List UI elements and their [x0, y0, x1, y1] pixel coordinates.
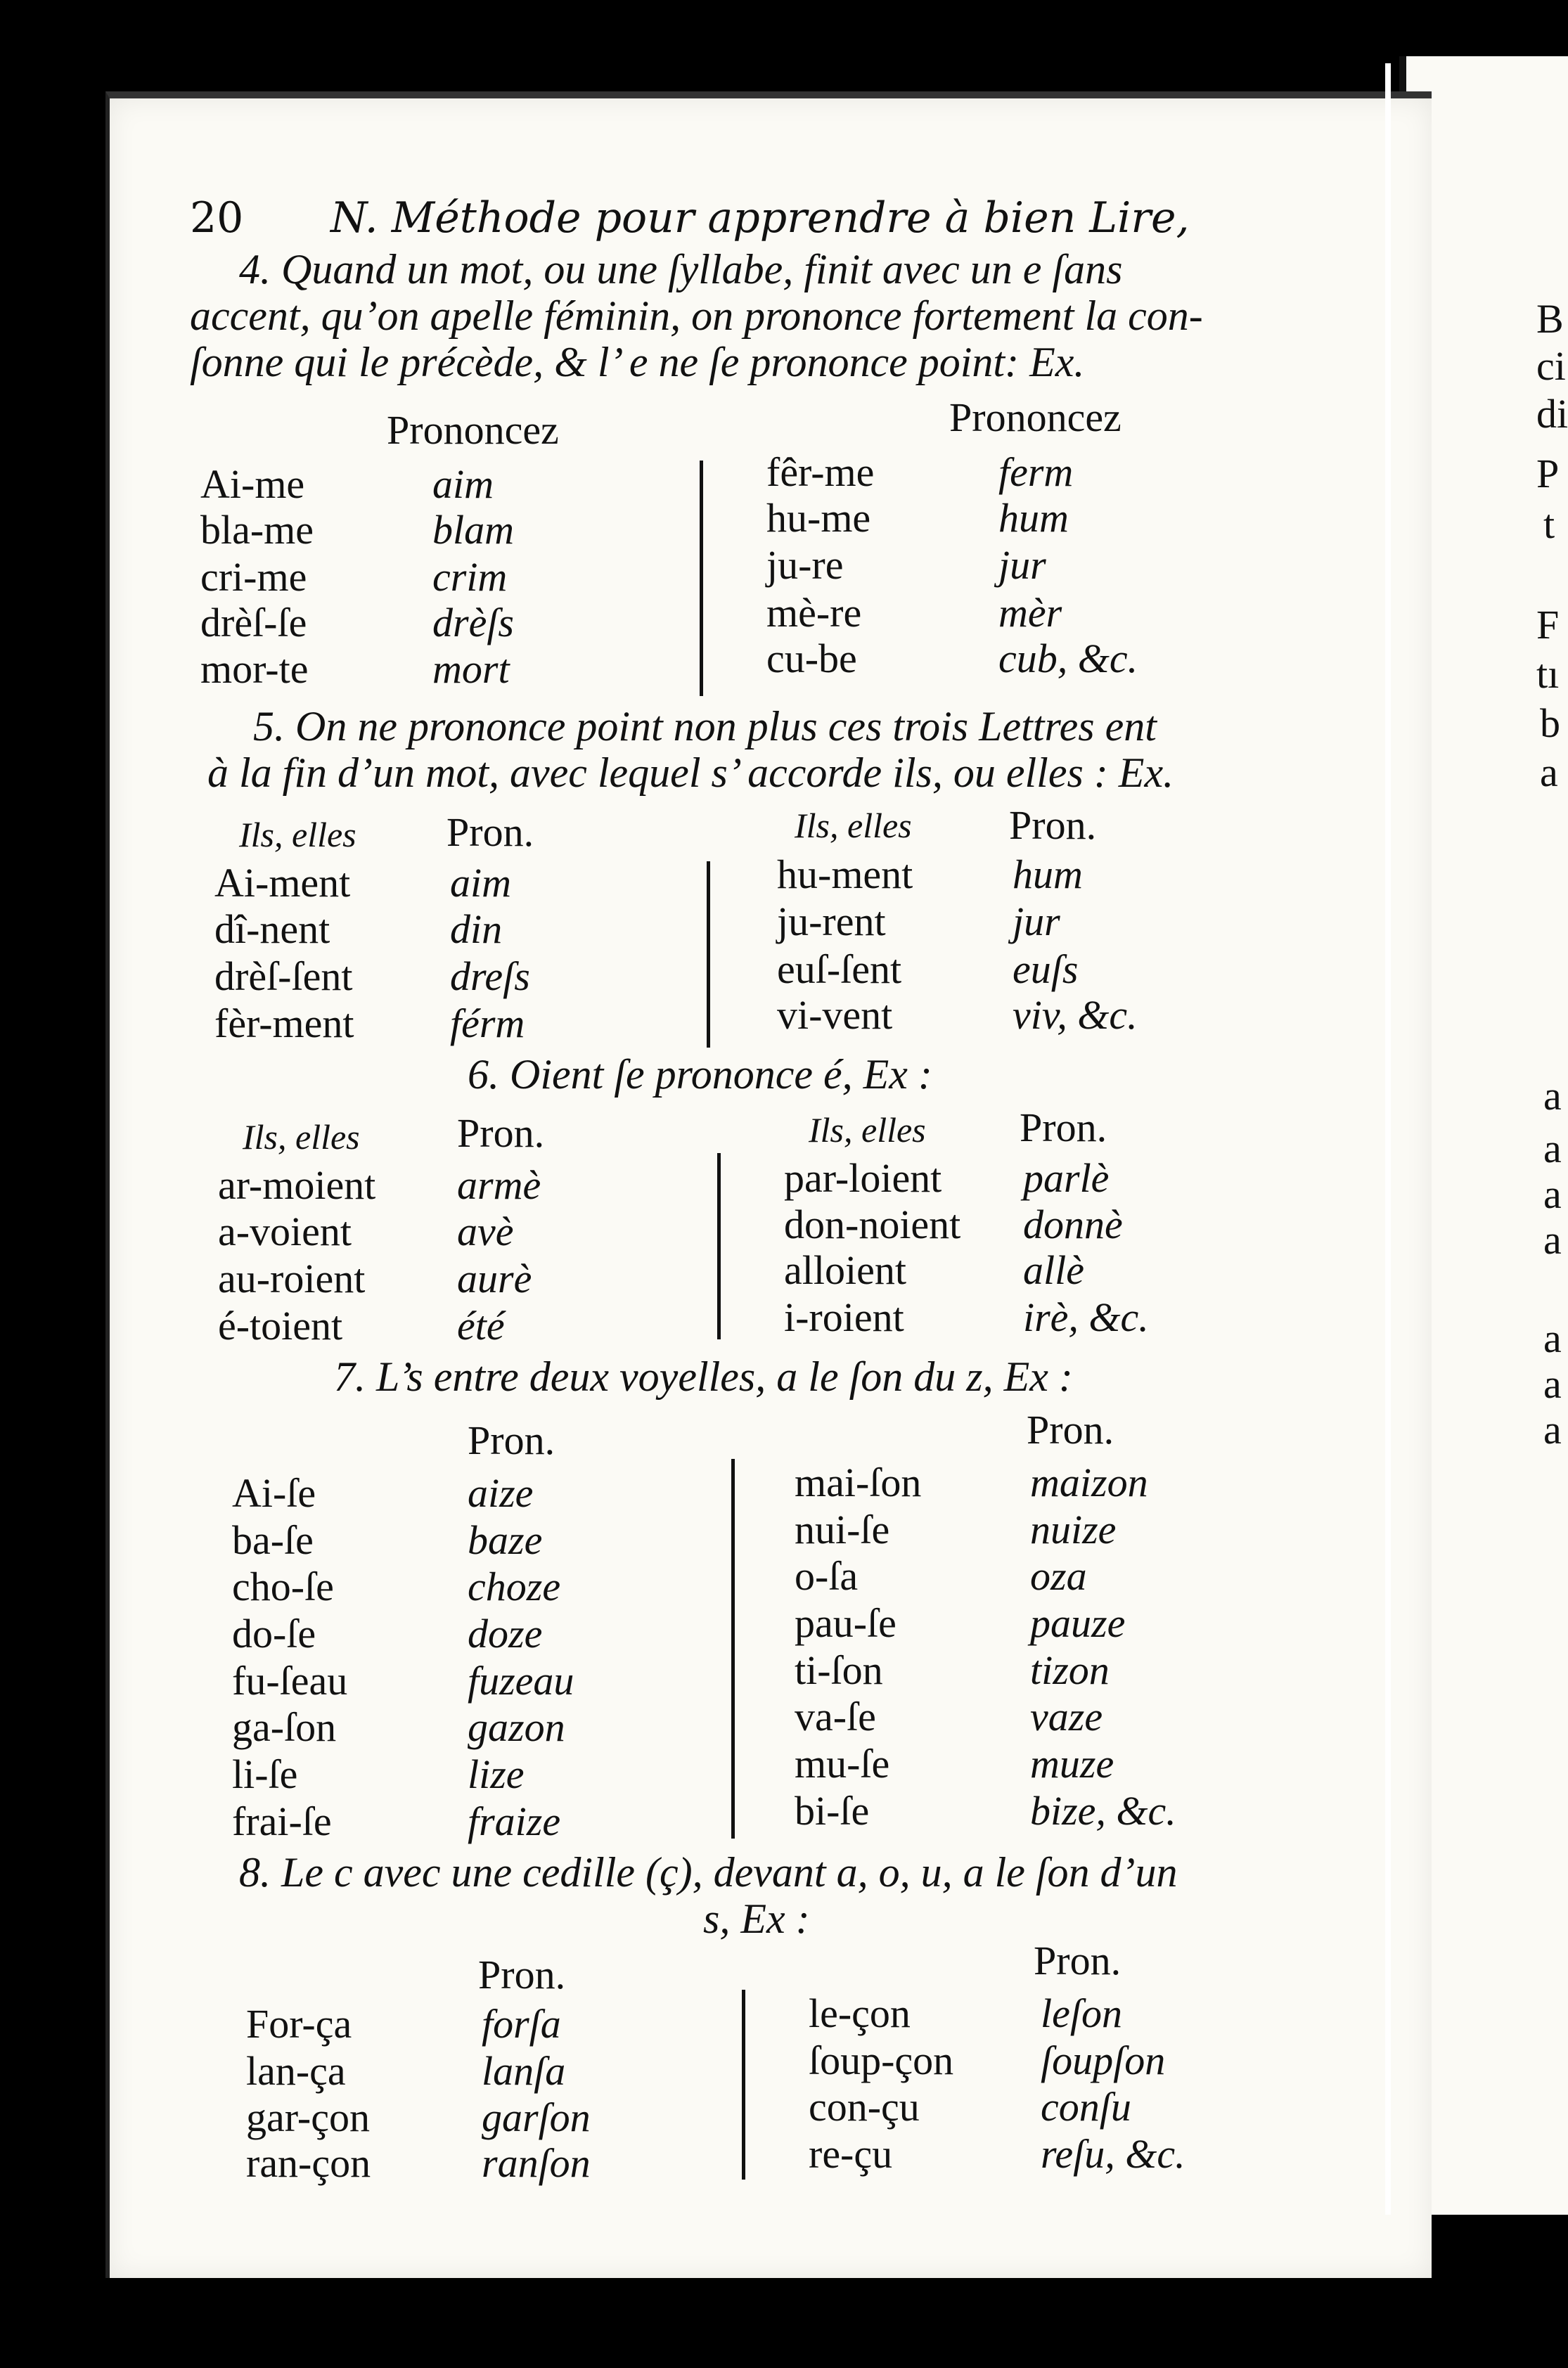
fragment: t [1543, 501, 1555, 547]
pronunciation: dreſs [450, 953, 530, 999]
fragment: a [1543, 1073, 1562, 1119]
fragment: tı [1536, 651, 1560, 697]
word: ju-re [766, 542, 844, 588]
word: bi-ſe [795, 1788, 870, 1834]
running-title: N. Méthode pour apprendre à bien Lire, [330, 193, 1190, 243]
column-header: Pron. [478, 1952, 566, 1997]
word: li-ſe [232, 1751, 298, 1797]
pronunciation: cub, &c. [998, 636, 1138, 681]
rule-8-line-2: s, Ex : [703, 1896, 810, 1942]
pronunciation: été [457, 1303, 505, 1349]
pronunciation: vaze [1030, 1694, 1103, 1739]
fragment: a [1543, 1315, 1562, 1361]
column-header: Pron. [468, 1417, 555, 1463]
word: pau-ſe [795, 1600, 897, 1646]
word: cu-be [766, 636, 857, 681]
pronunciation: euſs [1013, 946, 1079, 992]
fragment: a [1543, 1407, 1562, 1453]
word: bla-me [200, 507, 314, 553]
word: drèſ-ſent [214, 953, 353, 999]
pronunciation: mèr [998, 590, 1062, 636]
word: mè-re [766, 590, 862, 636]
fragment: a [1543, 1217, 1562, 1263]
rule-4-line-3: ſonne qui le précède, & l’ e ne ſe prononce point: Ex. [190, 339, 1085, 385]
rule-5-line-1: 5. On ne prononce point non plus ces trois Lettres ent [253, 703, 1157, 749]
word: mu-ſe [795, 1741, 890, 1787]
word: ba-ſe [232, 1517, 314, 1563]
pronunciation: aim [432, 461, 494, 507]
word: hu-ment [777, 851, 913, 897]
pronunciation: reſu, &c. [1041, 2131, 1185, 2177]
word: i-roient [784, 1294, 904, 1340]
pronunciation: leſon [1041, 1990, 1122, 2036]
fragment: B [1536, 296, 1564, 342]
word: For-ça [246, 2001, 352, 2047]
pronunciation: oza [1030, 1553, 1087, 1599]
pronunciation: armè [457, 1162, 541, 1208]
pronunciation: ſoupſon [1041, 2038, 1166, 2083]
pronunciation: donnè [1023, 1202, 1123, 1247]
fragment: a [1543, 1361, 1562, 1407]
word: hu-me [766, 495, 871, 541]
pronunciation: ferm [998, 449, 1074, 495]
fragment: a [1543, 1171, 1562, 1217]
pronunciation: fuzeau [468, 1658, 574, 1704]
word: Ai-me [200, 461, 305, 507]
pronunciation: bize, &c. [1030, 1788, 1176, 1834]
pronunciation: jur [998, 542, 1046, 588]
fragment: F [1536, 602, 1560, 648]
column-header: Pron. [1009, 802, 1097, 848]
rule-4-line-1: 4. Quand un mot, ou une ſyllabe, finit avec un e ſans [239, 246, 1123, 292]
pronunciation: garſon [482, 2094, 591, 2140]
word: mai-ſon [795, 1460, 922, 1505]
word: gar-çon [246, 2094, 370, 2140]
word: don-noient [784, 1202, 961, 1247]
column-divider [742, 1990, 745, 2180]
pronunciation: blam [432, 507, 514, 553]
word: do-ſe [232, 1611, 316, 1656]
word: ti-ſon [795, 1647, 883, 1693]
fragment: a [1543, 1126, 1562, 1171]
rule-8-line-1: 8. Le c avec une cedille (ç), devant a, o, u, a le ſon d’un [239, 1849, 1178, 1896]
pronunciation: din [450, 906, 503, 952]
word: va-ſe [795, 1694, 876, 1739]
word: euſ-ſent [777, 946, 902, 992]
pronunciation: mort [432, 646, 510, 692]
word: frai-ſe [232, 1798, 332, 1844]
pronunciation: lanſa [482, 2048, 566, 2094]
word: fêr-me [766, 449, 875, 495]
pronunciation: parlè [1023, 1155, 1110, 1201]
word: cho-ſe [232, 1564, 334, 1609]
rule-7-heading: 7. L’s entre deux voyelles, a le ſon du z, Ex : [334, 1353, 1073, 1400]
word: re-çu [809, 2131, 893, 2177]
word: ſoup-çon [809, 2038, 954, 2083]
pronunciation: doze [468, 1611, 543, 1656]
pronunciation: forſa [482, 2001, 561, 2047]
pronunciation: ranſon [482, 2140, 591, 2186]
page-gutter [1385, 63, 1391, 2215]
column-header: Pron. [1027, 1407, 1114, 1453]
word: le-çon [809, 1990, 911, 2036]
column-header: Prononcez [949, 394, 1122, 440]
word: Ai-ſe [232, 1470, 316, 1516]
column-divider [731, 1459, 735, 1839]
fragment: di [1536, 391, 1568, 437]
pronunciation: muze [1030, 1741, 1114, 1787]
word: nui-ſe [795, 1507, 890, 1552]
pronunciation: conſu [1041, 2084, 1131, 2130]
column-header: Ils, elles [243, 1117, 360, 1157]
word: a-voient [218, 1209, 352, 1254]
word: ar-moient [218, 1162, 376, 1208]
word: cri-me [200, 554, 307, 600]
fragment: a [1540, 749, 1558, 795]
column-header: Pron. [1034, 1938, 1122, 1983]
column-header: Pron. [1020, 1105, 1107, 1150]
pronunciation: hum [998, 495, 1069, 541]
pronunciation: irè, &c. [1023, 1294, 1149, 1340]
pronunciation: gazon [468, 1704, 565, 1750]
word: fèr-ment [214, 1000, 354, 1046]
running-header [190, 193, 1190, 243]
pronunciation: aim [450, 860, 511, 906]
pronunciation: drèſs [432, 600, 514, 645]
pronunciation: fraize [468, 1798, 561, 1844]
pronunciation: férm [450, 1000, 525, 1046]
rule-5-line-2: à la fin d’un mot, avec lequel s’ accorde ils, ou elles : Ex. [207, 749, 1174, 796]
word: fu-ſeau [232, 1658, 348, 1704]
word: ran-çon [246, 2140, 371, 2186]
column-header: Pron. [446, 809, 534, 855]
word: par-loient [784, 1155, 942, 1201]
column-header: Pron. [457, 1110, 545, 1156]
fragment: ci [1536, 343, 1566, 389]
word: ju-rent [777, 899, 886, 944]
fragment: b [1540, 700, 1560, 746]
pronunciation: aurè [457, 1256, 532, 1301]
word: alloient [784, 1247, 906, 1293]
word: drèſ-ſe [200, 600, 307, 645]
column-header: Ils, elles [239, 815, 356, 854]
column-header: Ils, elles [795, 806, 912, 845]
word: lan-ça [246, 2048, 346, 2094]
pronunciation: lize [468, 1751, 525, 1797]
pronunciation: hum [1013, 851, 1083, 897]
word: con-çu [809, 2084, 920, 2130]
column-divider [717, 1153, 721, 1339]
pronunciation: tizon [1030, 1647, 1110, 1693]
word: vi-vent [777, 992, 893, 1038]
column-header: Ils, elles [809, 1110, 926, 1150]
pronunciation: maizon [1030, 1460, 1148, 1505]
pronunciation: baze [468, 1517, 543, 1563]
pronunciation: crim [432, 554, 508, 600]
pronunciation: avè [457, 1209, 514, 1254]
column-header: Prononcez [387, 407, 559, 453]
word: é-toient [218, 1303, 343, 1349]
word: o-ſa [795, 1553, 859, 1599]
pronunciation: viv, &c. [1013, 992, 1138, 1038]
column-divider [700, 461, 703, 696]
pronunciation: aize [468, 1470, 534, 1516]
rule-4-line-2: accent, qu’on apelle féminin, on prononce fortement la con- [190, 292, 1203, 339]
page-number: 20 [190, 193, 244, 243]
word: Ai-ment [214, 860, 351, 906]
pronunciation: jur [1013, 899, 1060, 944]
rule-6-heading: 6. Oient ſe prononce é, Ex : [468, 1051, 932, 1098]
pronunciation: pauze [1030, 1600, 1126, 1646]
word: mor-te [200, 646, 309, 692]
pronunciation: allè [1023, 1247, 1084, 1293]
word: dî-nent [214, 906, 330, 952]
column-divider [707, 861, 710, 1048]
pronunciation: choze [468, 1564, 561, 1609]
fragment: P [1536, 451, 1560, 496]
word: ga-ſon [232, 1704, 337, 1750]
pronunciation: nuize [1030, 1507, 1117, 1552]
word: au-roient [218, 1256, 366, 1301]
